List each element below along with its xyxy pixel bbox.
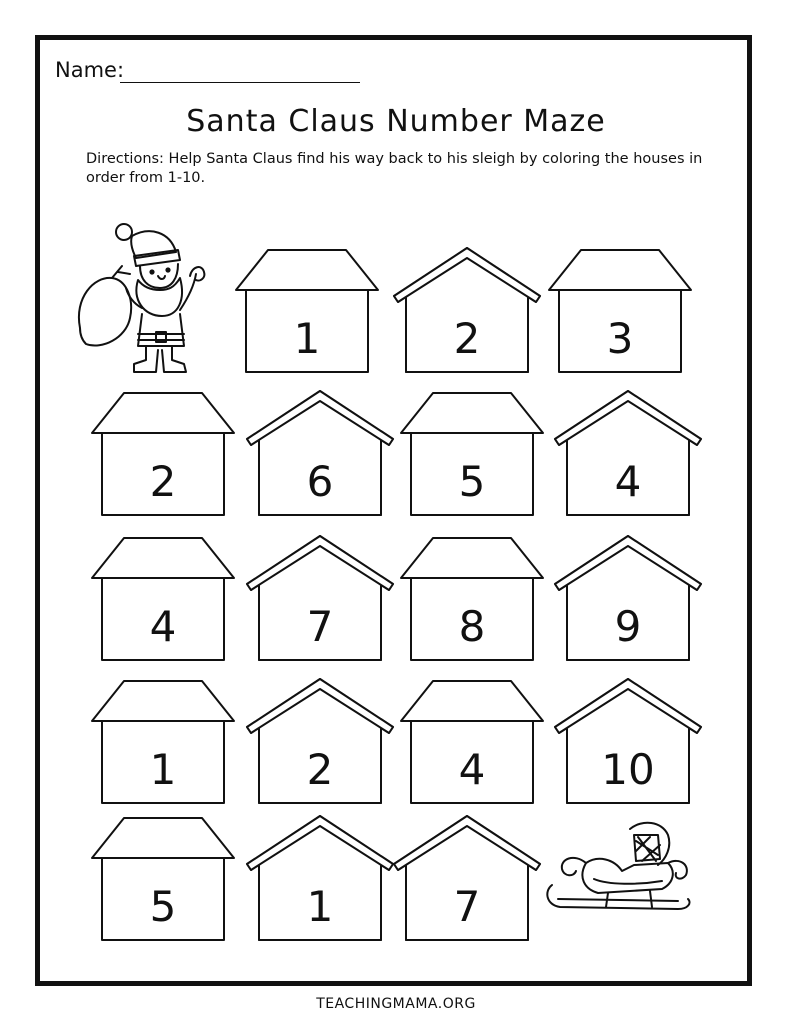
house-number: 8 [458, 602, 486, 651]
santa-claus-icon [72, 218, 222, 378]
house-number: 5 [149, 882, 177, 931]
house-number: 1 [149, 745, 177, 794]
house-number: 7 [306, 602, 334, 651]
directions-text: Directions: Help Santa Claus find his way back to his sleigh by coloring the houses in order from 1-10. [86, 151, 703, 186]
worksheet-title: Santa Claus Number Maze [186, 104, 606, 139]
house-r1-c3[interactable] [545, 242, 695, 377]
house-r3-c2[interactable] [245, 530, 395, 665]
name-label: Name: [55, 58, 125, 82]
house-number: 4 [149, 602, 177, 651]
sleigh-icon [538, 815, 698, 925]
house-r2-c1[interactable] [88, 385, 238, 520]
house-r4-c4[interactable] [553, 673, 703, 808]
house-r5-c2[interactable] [245, 810, 395, 945]
house-number: 1 [306, 882, 334, 931]
house-r4-c1[interactable] [88, 673, 238, 808]
house-number: 2 [453, 314, 481, 363]
name-input-line[interactable] [120, 82, 360, 83]
footer-site: TEACHINGMAMA.ORG [316, 996, 476, 1012]
house-number: 9 [614, 602, 642, 651]
house-number: 2 [149, 457, 177, 506]
house-r2-c2[interactable] [245, 385, 395, 520]
house-r3-c1[interactable] [88, 530, 238, 665]
house-r1-c2[interactable] [392, 242, 542, 377]
house-number: 7 [453, 882, 481, 931]
house-r2-c3[interactable] [397, 385, 547, 520]
house-number: 2 [306, 745, 334, 794]
house-r5-c3[interactable] [392, 810, 542, 945]
house-r5-c1[interactable] [88, 810, 238, 945]
house-number: 4 [614, 457, 642, 506]
house-number: 4 [458, 745, 486, 794]
house-number: 10 [601, 745, 655, 794]
house-r3-c3[interactable] [397, 530, 547, 665]
house-r2-c4[interactable] [553, 385, 703, 520]
house-number: 6 [306, 457, 334, 506]
house-r1-c1[interactable] [232, 242, 382, 377]
house-number: 3 [606, 314, 634, 363]
house-r3-c4[interactable] [553, 530, 703, 665]
house-r4-c3[interactable] [397, 673, 547, 808]
house-number: 1 [293, 314, 321, 363]
house-number: 5 [458, 457, 486, 506]
house-r4-c2[interactable] [245, 673, 395, 808]
